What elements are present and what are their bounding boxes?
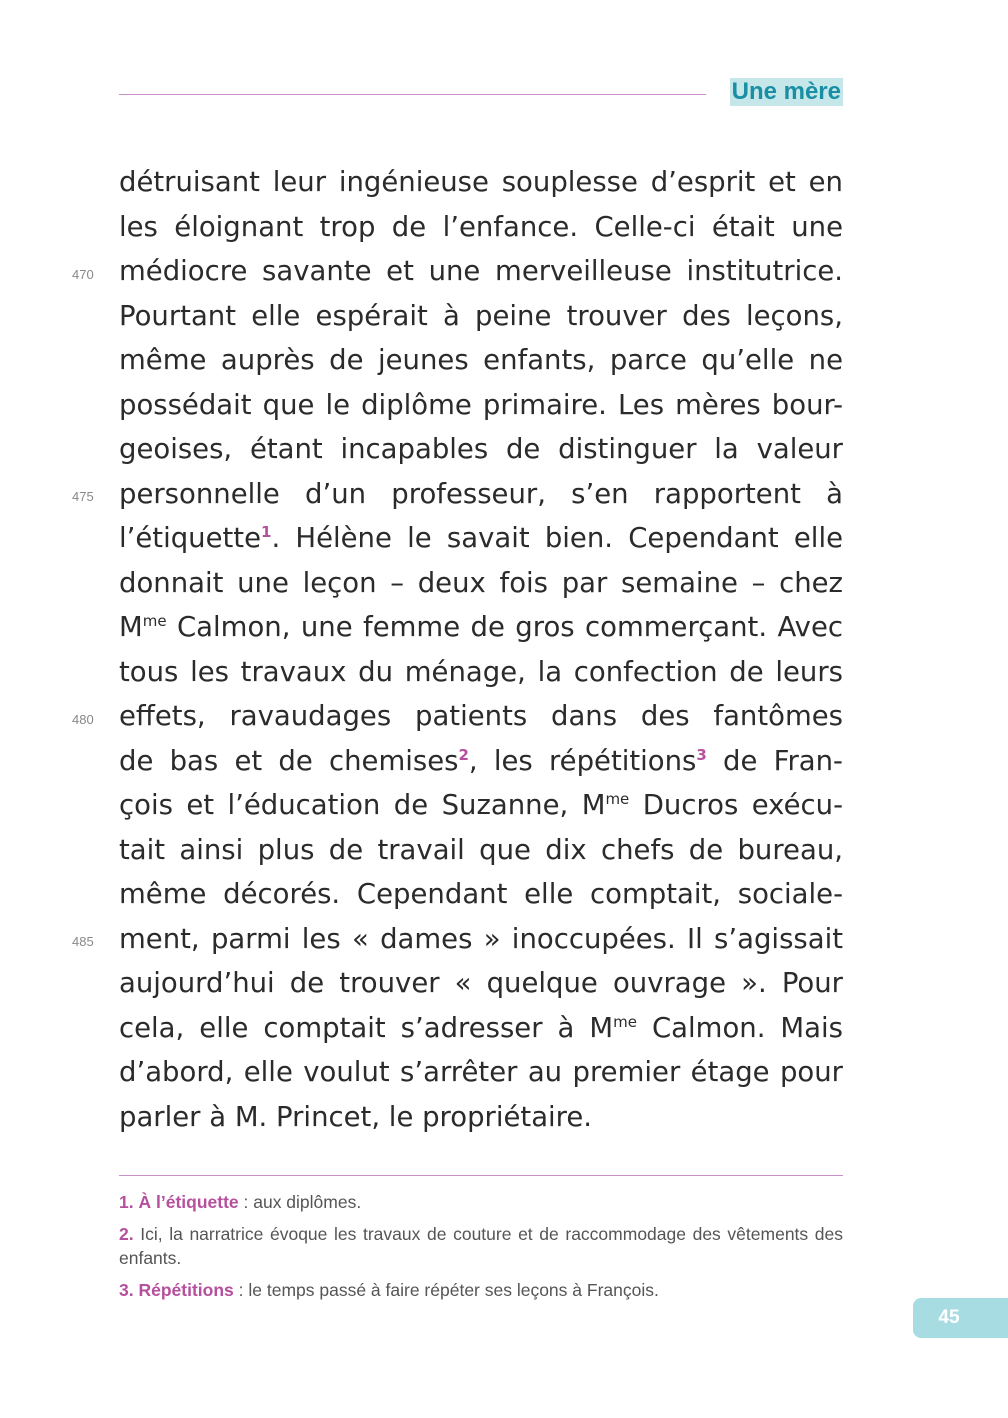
text-line — [119, 739, 843, 784]
footnote-ref: 2 — [458, 745, 469, 764]
text-line: ment, parmi les « dames » inoccupées. Il s’agissait — [119, 922, 843, 955]
text-line — [119, 783, 843, 828]
text-segment: de Fran- — [706, 744, 843, 777]
text-line: médiocre savante et une merveilleuse institutrice. — [119, 255, 843, 287]
text-segment: de bas et de chemises — [119, 744, 459, 777]
footnote-term: Répétitions — [138, 1280, 234, 1300]
text-line — [119, 516, 843, 561]
text-segment: Calmon, une femme de gros commerçant. Avec — [166, 611, 843, 643]
line-number: 480 — [72, 712, 94, 727]
text-segment: , les répétitions — [468, 744, 697, 777]
superscript: me — [605, 790, 630, 808]
superscript: me — [613, 1012, 637, 1031]
text-line: aujourd’hui de trouver « quelque ouvrage ». Pour — [119, 967, 843, 999]
footnote-ref: 3 — [696, 745, 707, 764]
text-segment: l’étiquette — [119, 522, 262, 554]
footnote-rule — [119, 1175, 843, 1176]
text-segment: M — [119, 611, 143, 643]
page-number: 45 — [938, 1307, 960, 1328]
text-line: donnait une leçon – deux fois par semaine – chez — [119, 566, 843, 599]
line-number: 475 — [72, 489, 94, 504]
text-line: tait ainsi plus de travail que dix chefs de bureau, — [119, 833, 843, 866]
text-segment: Calmon. Mais — [636, 1011, 843, 1044]
footnote-ref: 1 — [261, 523, 272, 541]
line-number: 485 — [72, 934, 94, 949]
text-line: parler à M. Princet, le propriétaire. — [119, 1100, 593, 1133]
footnote — [119, 1190, 843, 1214]
text-line — [119, 605, 843, 650]
footnote-term: À l’étiquette — [138, 1192, 239, 1212]
text-line: même auprès de jeunes enfants, parce qu’elle ne — [119, 344, 843, 376]
body-text — [119, 160, 843, 1139]
text-line: effets, ravaudages patients dans des fantômes — [119, 700, 843, 732]
footnote-text: Ici, la narratrice évoque les travaux de couture et de raccommodage des vêtements des enfants. — [119, 1224, 843, 1268]
text-line — [119, 1006, 843, 1051]
line-number: 470 — [72, 267, 94, 282]
text-line: possédait que le diplôme primaire. Les mères bour- — [119, 388, 843, 421]
footnote-number: 3. — [119, 1280, 134, 1300]
text-line: tous les travaux du ménage, la confection de leurs — [119, 655, 843, 688]
footnote — [119, 1222, 843, 1270]
footnotes — [119, 1190, 843, 1310]
text-line: détruisant leur ingénieuse souplesse d’esprit et en — [119, 166, 843, 198]
chapter-title: Une mère — [731, 78, 841, 105]
text-line: personnelle d’un professeur, s’en rapportent à — [119, 477, 843, 510]
footnote — [119, 1278, 843, 1302]
superscript: me — [142, 612, 167, 630]
text-segment: çois et l’éducation de Suzanne, M — [119, 789, 606, 821]
text-segment: cela, elle comptait s’adresser à M — [119, 1011, 614, 1044]
text-segment: Ducros exécu- — [629, 789, 843, 821]
header-rule — [119, 94, 706, 95]
text-line: d’abord, elle voulut s’arrêter au premier étage pour — [119, 1056, 843, 1088]
footnote-number: 1. — [119, 1192, 134, 1212]
text-segment: . Hélène le savait bien. Cependant elle — [271, 522, 843, 554]
text-line: même décorés. Cependant elle comptait, sociale- — [119, 878, 843, 910]
footnote-number: 2. — [119, 1224, 134, 1244]
text-line: Pourtant elle espérait à peine trouver des leçons, — [119, 299, 843, 332]
footnote-text: : le temps passé à faire répéter ses leçons à François. — [233, 1280, 659, 1300]
text-line: les éloignant trop de l’enfance. Celle-ci était une — [119, 210, 843, 243]
footnote-text: : aux diplômes. — [238, 1192, 362, 1212]
text-line: geoises, étant incapables de distinguer la valeur — [119, 433, 843, 465]
